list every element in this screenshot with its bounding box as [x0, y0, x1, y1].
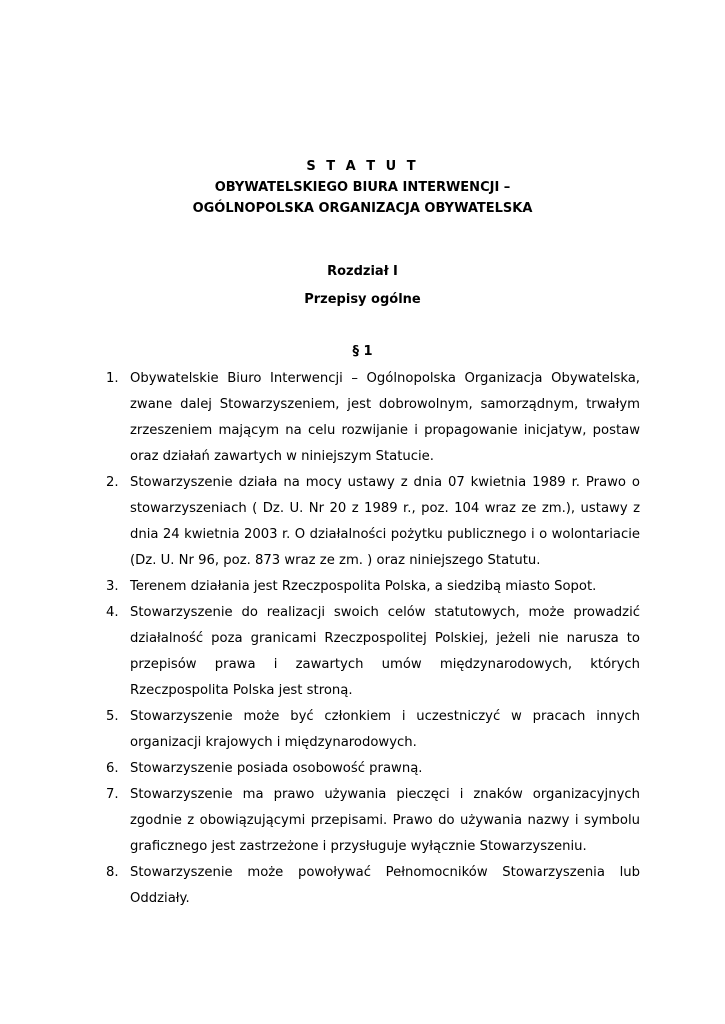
list-item-text: Obywatelskie Biuro Interwencji – Ogólnopolska Organizacja Obywatelska, zwane dalej Stowarzyszeniem, jest dobrowolnym, samorządnym, trwałym zrzeszeniem mającym na celu rozwijanie i propagowanie inicjatyw, postaw oraz działań zawartych w niniejszym Statucie.: [130, 371, 640, 464]
list-item-text: Stowarzyszenie działa na mocy ustawy z dnia 07 kwietnia 1989 r. Prawo o stowarzyszeniach ( Dz. U. Nr 20 z 1989 r., poz. 104 wraz ze zm.), ustawy z dnia 24 kwietnia 2003 r. O działalności pożytku publicznego i o wolontariacie (Dz. U. Nr 96, poz. 873 wraz ze zm. ) oraz niniejszego Statutu.: [130, 475, 640, 568]
section-label: § 1: [352, 344, 373, 359]
list-item: [106, 860, 640, 912]
list-item-text: Stowarzyszenie do realizacji swoich celów statutowych, może prowadzić działalność poza granicami Rzeczpospolitej Polskiej, jeżeli nie narusza to przepisów prawa i zawartych umów międzynarodowych, których Rzeczpospolita Polska jest stroną.: [130, 605, 640, 698]
title-line-organization: OBYWATELSKIEGO BIURA INTERWENCJI –: [214, 180, 511, 195]
list-item: [106, 756, 640, 782]
list-item: [106, 366, 640, 470]
list-item-number: 1.: [106, 371, 119, 386]
list-item-number: 8.: [106, 865, 119, 880]
list-item-number: 6.: [106, 761, 119, 776]
chapter-label: Rozdział I: [327, 264, 398, 279]
chapter-subtitle: Przepisy ogólne: [304, 292, 421, 307]
list-item: [106, 704, 640, 756]
list-item: [106, 574, 640, 600]
list-item-number: 2.: [106, 475, 119, 490]
document-title: [0, 156, 725, 219]
list-item-text: Stowarzyszenie może być członkiem i uczestniczyć w pracach innych organizacji krajowych i międzynarodowych.: [130, 709, 640, 750]
list-item: [106, 470, 640, 574]
list-item: [106, 782, 640, 860]
list-item-text: Stowarzyszenie posiada osobowość prawną.: [130, 761, 423, 776]
list-item-number: 4.: [106, 605, 119, 620]
list-item-number: 5.: [106, 709, 119, 724]
title-line-organization-type: OGÓLNOPOLSKA ORGANIZACJA OBYWATELSKA: [192, 201, 533, 216]
list-item-number: 3.: [106, 579, 119, 594]
title-line-statut: S T A T U T: [306, 159, 419, 174]
section-item-list: [106, 366, 640, 912]
list-item: [106, 600, 640, 704]
list-item-text: Stowarzyszenie może powoływać Pełnomocników Stowarzyszenia lub Oddziały.: [130, 865, 640, 906]
list-item-number: 7.: [106, 787, 119, 802]
list-item-text: Terenem działania jest Rzeczpospolita Polska, a siedzibą miasto Sopot.: [130, 579, 597, 594]
list-item-text: Stowarzyszenie ma prawo używania pieczęci i znaków organizacyjnych zgodnie z obowiązującymi przepisami. Prawo do używania nazwy i symbolu graficznego jest zastrzeżone i przysługuje wyłącznie Stowarzyszeniu.: [130, 787, 640, 854]
